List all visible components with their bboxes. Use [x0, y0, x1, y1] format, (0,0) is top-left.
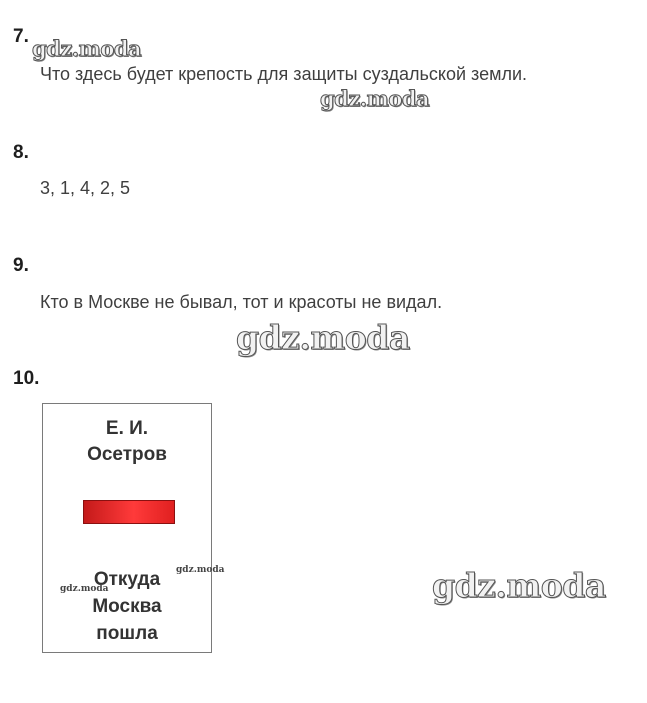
book-author-initials: Е. И. — [105, 418, 149, 439]
watermark-logo: gdz.moda — [432, 566, 606, 605]
book-title — [43, 566, 211, 647]
answer-text-9: Кто в Москве не бывал, тот и красоты не видал. — [40, 292, 443, 312]
book-author — [43, 416, 211, 468]
answer-text-7: Что здесь будет крепость для защиты суздальской земли. — [40, 64, 528, 84]
item-number-9: 9. — [13, 255, 29, 276]
book-title-line-3: пошла — [96, 623, 158, 644]
watermark-logo: gdz.moda — [236, 318, 410, 357]
book-red-bar — [83, 500, 175, 524]
watermark-logo-small: gdz.moda — [176, 565, 225, 575]
watermark-logo: gdz.moda — [32, 36, 142, 61]
book-title-line-1: Откуда — [93, 569, 161, 590]
answer-text-8: 3, 1, 4, 2, 5 — [40, 178, 131, 198]
item-number-7: 7. — [13, 26, 29, 47]
item-number-10: 10. — [13, 368, 40, 389]
watermark-logo-small: gdz.moda — [60, 584, 109, 594]
book-author-surname: Осетров — [87, 444, 167, 465]
book-title-line-2: Москва — [92, 596, 162, 617]
watermark-logo: gdz.moda — [320, 86, 430, 111]
item-number-8: 8. — [13, 142, 29, 163]
book-cover — [42, 403, 212, 653]
